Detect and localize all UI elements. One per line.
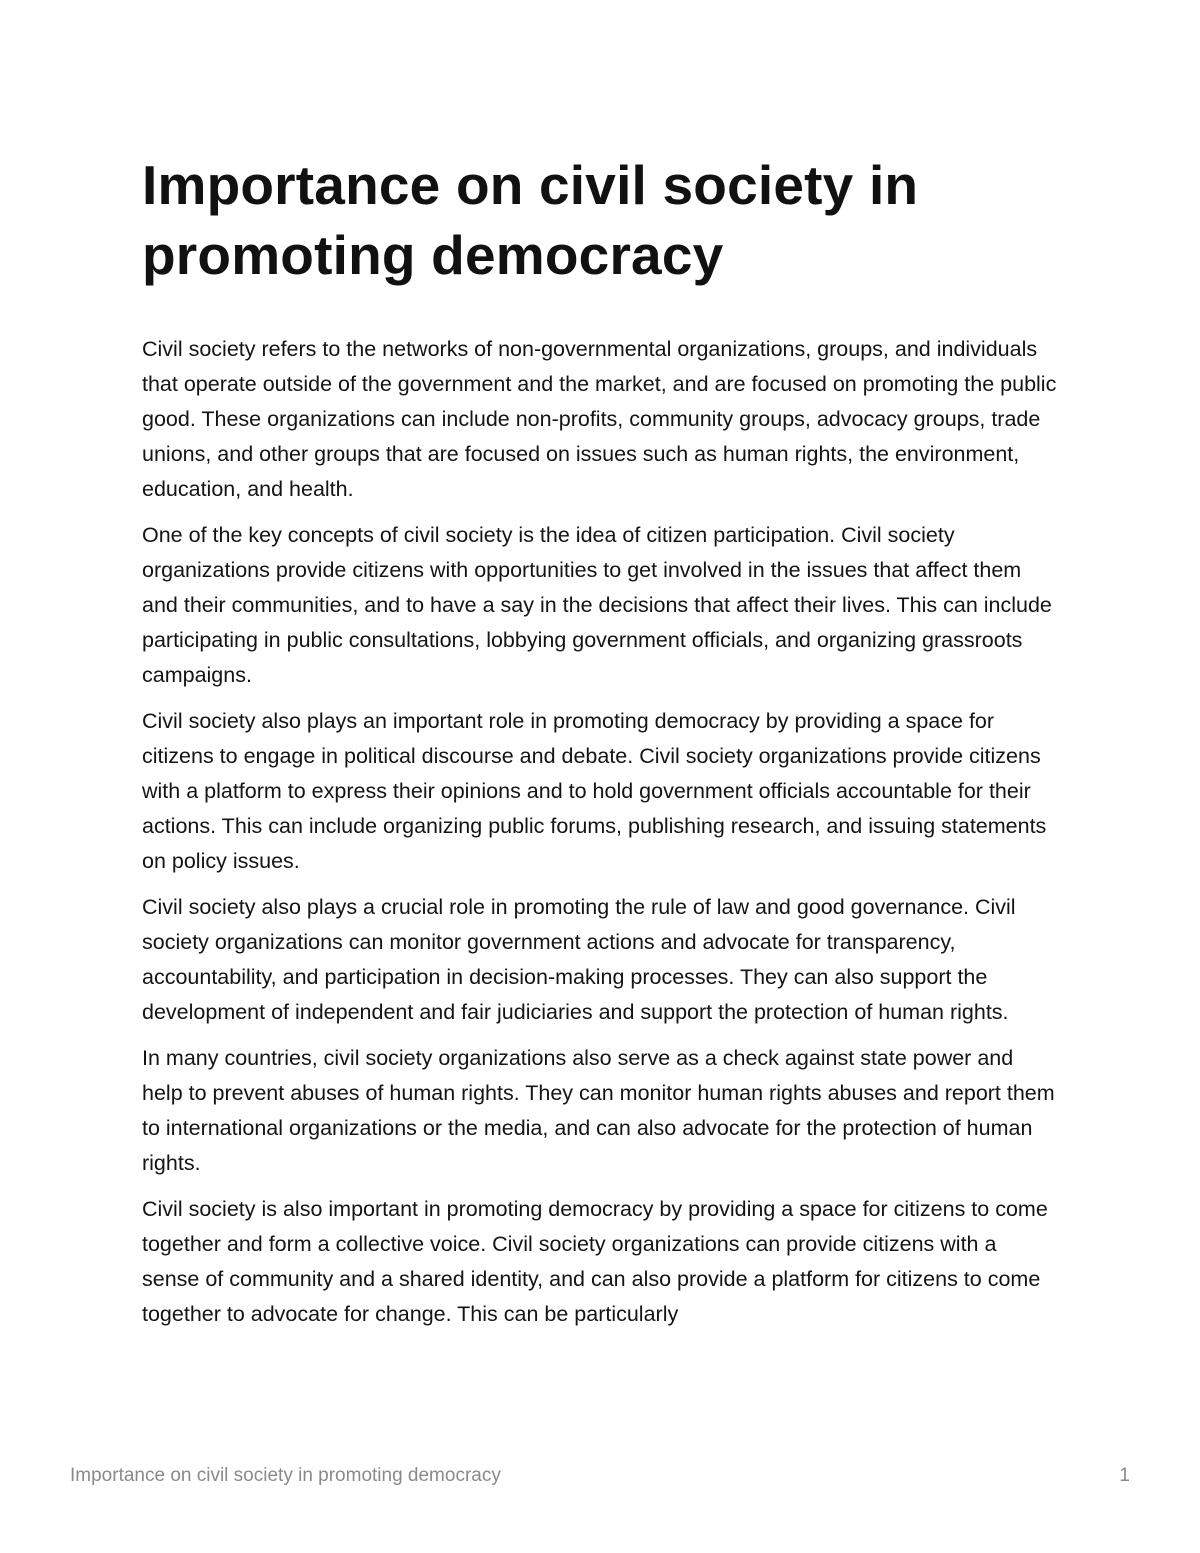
- paragraph-6: Civil society is also important in promoting democracy by providing a space for citizens to come together and form a collective voice. Civil society organizations can provide citizens with a sense of community and a shared identity, and can also provide a platform for citizens to come together to advocate for change. This can be particularly: [142, 1197, 1048, 1326]
- page-number: 1: [1119, 1465, 1130, 1486]
- footer-title: Importance on civil society in promoting democracy: [70, 1465, 501, 1486]
- paragraph-3: Civil society also plays an important role in promoting democracy by providing a space for citizens to engage in political discourse and debate. Civil society organizations provide citizens with a platform to express their opinions and to hold government officials accountable for their actions. This can include organizing public forums, publishing research, and issuing statements on policy issues.: [142, 709, 1047, 873]
- paragraph-5: In many countries, civil society organizations also serve as a check against state power and help to prevent abuses of human rights. They can monitor human rights abuses and report them to international organizations or the media, and can also advocate for the protection of human rights.: [142, 1046, 1055, 1175]
- document-body: [142, 332, 1057, 1332]
- paragraph-2: One of the key concepts of civil society is the idea of citizen participation. Civil society organizations provide citizens with opportunities to get involved in the issues that affect them and their communities, and to have a say in the decisions that affect their lives. This can include participating in public consultations, lobbying government officials, and organizing grassroots campaigns.: [142, 523, 1052, 687]
- document-title: Importance on civil society in promoting democracy: [142, 154, 919, 286]
- document-content: [142, 150, 1057, 1343]
- paragraph-4: Civil society also plays a crucial role in promoting the rule of law and good governance. Civil society organizations can monitor government actions and advocate for transparency, accountability, and participation in decision-making processes. They can also support the development of independent and fair judiciaries and support the protection of human rights.: [142, 895, 1016, 1024]
- paragraph-1: Civil society refers to the networks of non-governmental organizations, groups, and individuals that operate outside of the government and the market, and are focused on promoting the public good. These organizations can include non-profits, community groups, advocacy groups, trade unions, and other groups that are focused on issues such as human rights, the environment, education, and health.: [142, 337, 1057, 501]
- page-footer: [70, 1465, 1130, 1495]
